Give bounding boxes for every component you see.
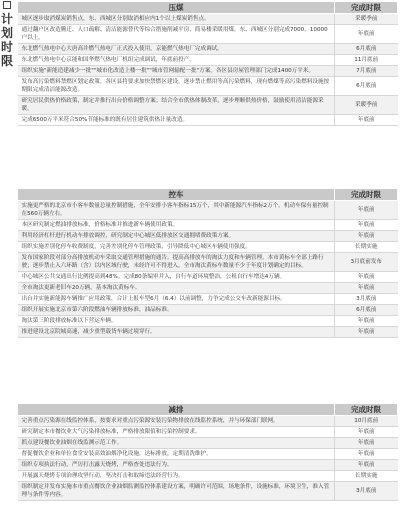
table-row xyxy=(18,96,398,115)
section-title: 压煤 xyxy=(18,2,335,14)
deadline-header: 完成时限 xyxy=(335,2,398,14)
deadline-cell: 采暖季前 xyxy=(335,14,398,25)
deadline-cell: 长期实施 xyxy=(335,471,398,482)
table-row xyxy=(18,77,398,96)
table-row xyxy=(18,253,398,272)
task-cell: 发布国家阶段对部分高排放机动车采取交通管理措施的通告。提高高排放车的淘汰力度和车辆管理。本市黄标车全部上路行驶；逐步禁止入六环路（含）以内区域行驶，未经许可不得进入。全市淘汰黄标车数量不少于年度计划确定的目标。 xyxy=(18,253,335,272)
table-row xyxy=(18,416,398,427)
task-cell: 完善重点污染源在线监控体系，按要求对重点污染源安装污染物排放在线监控系统，并与环保部门联网。 xyxy=(18,416,335,427)
table-header xyxy=(18,2,398,14)
deadline-cell: 3月底前 xyxy=(335,482,398,501)
deadline-cell: 年底前 xyxy=(335,201,398,220)
task-cell: 通过翻户区改造腾迁、人口疏解、清洁能源替代等综合措施削减平房、简易楼采暖用煤。东、西城区分别完成7000、10000户以上。 xyxy=(18,25,335,44)
plan-deadline-side-label xyxy=(0,0,14,68)
table-row xyxy=(18,438,398,449)
deadline-cell: 年底前 xyxy=(335,231,398,242)
task-cell: 组织实施"新能造建减少一批""城市化改造上楼一批""城市管网输配一批"方案。各区县房屋管理部门完成1400万平米。 xyxy=(18,66,335,77)
table-row xyxy=(18,316,398,327)
deadline-cell: 11月底前 xyxy=(335,55,398,66)
table-emission-reduction xyxy=(17,403,398,501)
task-cell: 完成6500万平米符合50%节能标准的既有居住建筑供热计量改造。 xyxy=(18,115,335,126)
table-row xyxy=(18,449,398,460)
task-cell: 发布高污染燃料禁燃区划定政策。各区县将要求加快禁燃区建设，逐步禁止燃用等高污染燃料，现有燃煤等高污染燃料设施按期限完成清洁能源改造。 xyxy=(18,77,335,96)
task-cell: 研究制定本市餐饮业大气污染排放标准，严格排放限值和污染控制要求。 xyxy=(18,427,335,438)
task-cell: 研究居民供热价格政策，制定并推行出台价格调整方案；结合全市供热体制改革，逐步理顺供热价格，鼓励使用清洁能源采暖。 xyxy=(18,96,335,115)
task-cell: 组织专项执法行动，严厉打击露天烧烤，严格查处违法行为。 xyxy=(18,460,335,471)
task-cell: 东北燃气热电中心京能和国华燃气热电厂机组完成调试，年底前投产。 xyxy=(18,55,335,66)
square-icon xyxy=(3,1,11,9)
table-row xyxy=(18,427,398,438)
table-row xyxy=(18,220,398,231)
task-cell: 本区研究制定燃油排放标准，价格标准并推进新车辆使用政策。 xyxy=(18,220,335,231)
table-row xyxy=(18,201,398,220)
task-cell: 组织实施差别化停车收费制度，完善差别化停车管理政策，引导降低中心城区车辆使用强度。 xyxy=(18,242,335,253)
side-label-text: 计划时限 xyxy=(1,12,14,68)
task-cell: 组织制定并发布实施本市重点餐饮企业油烟监测监控体系建设方案，明确许可范围，场地条件，设施标准，环境卫生，准入管理与条件等内容。 xyxy=(18,482,335,501)
table-row xyxy=(18,471,398,482)
deadline-cell: 年底前 xyxy=(335,427,398,438)
table-row xyxy=(18,294,398,305)
table-row xyxy=(18,305,398,316)
table-row xyxy=(18,55,398,66)
task-cell: 利用经济杠杆进行机动车排放调控，研究制定中心城区低排放区交通拥堵费政策方案。 xyxy=(18,231,335,242)
table-row xyxy=(18,482,398,501)
table-row xyxy=(18,25,398,44)
task-cell: 推进建设北京院城高速，减少重型载货车辆过境穿行。 xyxy=(18,327,335,338)
task-cell: 开展露天烧烤专项治理攻坚行动，坚决打击和取缔违法经营行为。 xyxy=(18,471,335,482)
deadline-cell: 6月底前 xyxy=(335,77,398,96)
deadline-cell: 采暖季前 xyxy=(335,96,398,115)
table-row xyxy=(18,66,398,77)
table-row xyxy=(18,242,398,253)
deadline-cell: 年底前 xyxy=(335,460,398,471)
table-header xyxy=(18,404,398,416)
deadline-cell: 7月底前 xyxy=(335,66,398,77)
table-row xyxy=(18,14,398,25)
section-title: 减排 xyxy=(18,404,335,416)
table-row xyxy=(18,115,398,126)
task-cell: 中心城区公共交通出行比例提高到48%。完成80条编审并入，自行车道环境整治，公租自行车增达4万辆。 xyxy=(18,272,335,283)
deadline-cell: 年底前 xyxy=(335,327,398,338)
task-cell: 抓点建设餐饮业油烟在线监测示范工作。 xyxy=(18,438,335,449)
deadline-cell: 年底前 xyxy=(335,115,398,126)
deadline-cell: 10月底前 xyxy=(335,416,398,427)
deadline-cell: 年底前 xyxy=(335,316,398,327)
deadline-header: 完成时限 xyxy=(335,189,398,201)
table-row xyxy=(18,231,398,242)
table-row xyxy=(18,272,398,283)
deadline-header: 完成时限 xyxy=(335,404,398,416)
deadline-cell: 长期实施 xyxy=(335,242,398,253)
task-cell: 实施更严格的北京市小客车数量总量控制措施，全年安排小客车指标15万个，其中新能源汽车指标2万个。机动车保有量控制在560万辆左右。 xyxy=(18,201,335,220)
table-header xyxy=(18,189,398,201)
deadline-cell: 3月底前发布 xyxy=(335,253,398,272)
table-row xyxy=(18,327,398,338)
table-row xyxy=(18,44,398,55)
deadline-cell: 年底前 xyxy=(335,272,398,283)
deadline-cell: 6月底前 xyxy=(335,44,398,55)
deadline-cell: 年底前 xyxy=(335,438,398,449)
task-cell: 组织开展实施北京市第六阶段燃油车辆排放标准，油品标准。 xyxy=(18,305,335,316)
task-cell: 出台并实施新能源车辆推广应用政策，合计上报车型6月（6.4）以前调整，力争完成公交车改新能源目标。 xyxy=(18,294,335,305)
deadline-cell: 年底前 xyxy=(335,25,398,44)
task-cell: 城区逐步取消煤炭销售点，东、西城区分别取消相应内1个以上煤炭销售点。 xyxy=(18,14,335,25)
task-cell: 督促餐饮企业和单位食堂安装高效油烟净化设施，达标排放，定期清洗维护。 xyxy=(18,449,335,460)
section-title: 控车 xyxy=(18,189,335,201)
task-cell: 全市淘汰更新老旧车20万辆，基本淘汰黄标车。 xyxy=(18,283,335,294)
table-row xyxy=(18,460,398,471)
deadline-cell: 3月底前 xyxy=(335,294,398,305)
deadline-cell: 6月底前 xyxy=(335,305,398,316)
task-cell: 东北燃气热电中心大唐高井燃气热电厂正式投入使用，京能燃气热电厂完成调试。 xyxy=(18,44,335,55)
table-row xyxy=(18,283,398,294)
deadline-cell: 年底前 xyxy=(335,220,398,231)
deadline-cell: 年底前 xyxy=(335,283,398,294)
table-vehicle-control xyxy=(17,188,398,338)
table-coal-reduction xyxy=(17,1,398,126)
task-cell: 淘汰第三阶段排放标准以下营运车辆。 xyxy=(18,316,335,327)
deadline-cell: 年底前 xyxy=(335,449,398,460)
